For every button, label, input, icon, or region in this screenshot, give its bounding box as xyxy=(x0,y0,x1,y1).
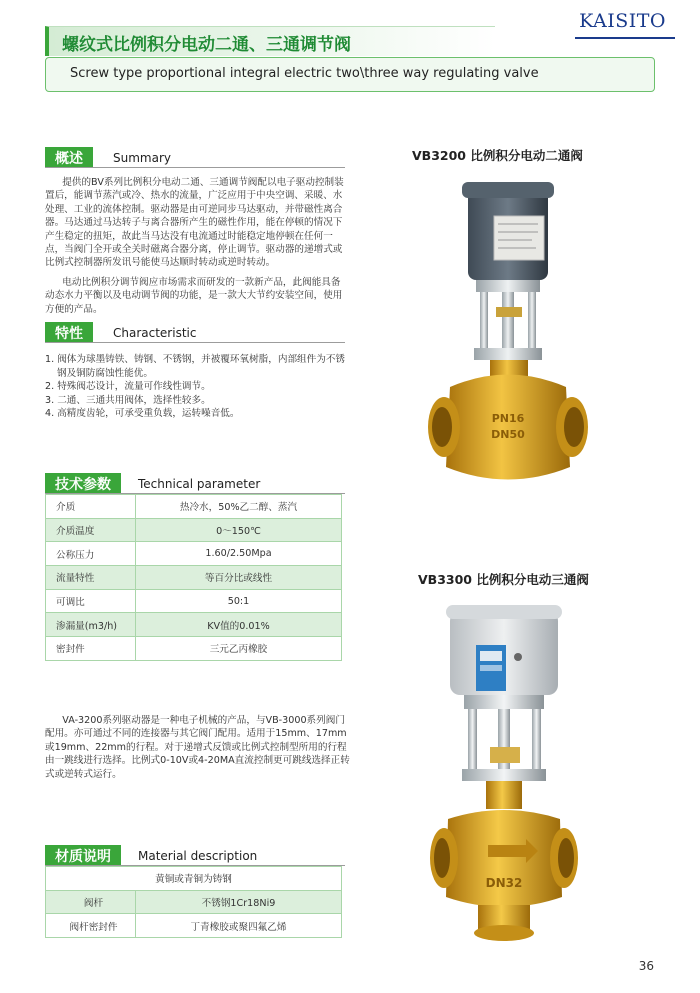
material-table xyxy=(45,866,342,938)
table-row xyxy=(46,890,342,914)
summary-paragraph-1: 提供的BV系列比例积分电动二通、三通调节阀配以电子驱动控制装置后，能调节蒸汽或冷、热水的流量，广泛应用于中央空调、采暖、水处理、工业的流体控制。驱动器是由可逆同步马达驱动，并带磁性离合器。马达通过马达转子与离合器所产生的磁性作用，能在停顿的情况下产生稳定的扭矩，故此当马达没有电流通过时能稳定地停顿在任何一点，当阀门全开或全关时磁离合器分离，停止调节。驱动器的递增式或比例式控制器所发讯号能使马达顺时转动或逆时转动。 xyxy=(45,177,344,269)
table-row xyxy=(46,613,342,637)
param-value: 三元乙丙橡胶 xyxy=(136,637,342,661)
vb3200-title: VB3200 比例积分电动二通阀 xyxy=(412,148,583,163)
param-key: 渗漏量(m3/h) xyxy=(46,613,136,637)
table-row xyxy=(46,589,342,613)
table-row xyxy=(46,867,342,891)
table-row xyxy=(46,542,342,566)
table-row xyxy=(46,637,342,661)
table-row xyxy=(46,566,342,590)
material-key: 阀杆 xyxy=(46,890,136,914)
param-key: 介质 xyxy=(46,495,136,519)
technical-label-en: Technical parameter xyxy=(138,477,261,491)
summary-label-en: Summary xyxy=(113,151,171,165)
table-row xyxy=(46,495,342,519)
summary-underline xyxy=(45,167,345,168)
page-number: 36 xyxy=(638,959,654,973)
vb3200-valve-image xyxy=(420,182,590,497)
table-row xyxy=(46,518,342,542)
vb3300-marking: DN32 xyxy=(485,876,523,890)
characteristic-item: 2. 特殊阀芯设计，流量可作线性调节。 xyxy=(45,381,211,393)
characteristic-list xyxy=(45,353,350,421)
param-key: 流量特性 xyxy=(46,566,136,590)
characteristic-label-en: Characteristic xyxy=(113,326,197,340)
param-key: 可调比 xyxy=(46,589,136,613)
summary-label-cn: 概述 xyxy=(45,147,93,167)
param-value: KV值的0.01% xyxy=(136,613,342,637)
param-value: 等百分比或线性 xyxy=(136,566,342,590)
param-key: 介质温度 xyxy=(46,518,136,542)
param-value: 50:1 xyxy=(136,589,342,613)
technical-table xyxy=(45,494,342,661)
material-label-cn: 材质说明 xyxy=(45,845,121,865)
param-key: 密封件 xyxy=(46,637,136,661)
table-row xyxy=(46,914,342,938)
param-value: 1.60/2.50Mpa xyxy=(136,542,342,566)
material-label-en: Material description xyxy=(138,849,258,863)
page-title-en: Screw type proportional integral electric two\three way regulating valve xyxy=(70,66,539,81)
param-value: 热冷水，50%乙二醇、蒸汽 xyxy=(136,495,342,519)
actuator-description: VA-3200系列驱动器是一种电子机械的产品，与VB-3000系列阀门配用。亦可通过不同的连接器与其它阀门配用。适用于15mm、17mm或19mm、22mm的行程。对于递增式反馈或比例式控制型所用的行程由一跳线进行选择。比例式0-10V或4-20MA直流控制更可跳线选择正转式或逆转式运行。 xyxy=(45,715,350,780)
material-header-cell: 黄铜或青铜为铸钢 xyxy=(46,867,342,891)
summary-paragraph-2: 电动比例积分调节阀应市场需求而研发的一款新产品，此阀能具备动态水力平衡以及电动调节阀的功能，是一款大大节约安装空间，使用方便的产品。 xyxy=(45,277,343,315)
characteristic-underline xyxy=(45,342,345,343)
material-value: 不锈钢1Cr18Ni9 xyxy=(136,890,342,914)
param-value: 0～150℃ xyxy=(136,518,342,542)
param-key: 公称压力 xyxy=(46,542,136,566)
vb3300-valve-image xyxy=(428,605,578,943)
page-title-cn: 螺纹式比例积分电动二通、三通调节阀 xyxy=(62,35,351,55)
material-value: 丁青橡胶或聚四氟乙烯 xyxy=(136,914,342,938)
characteristic-item: 3. 二通、三通共用阀体，选择性较多。 xyxy=(45,394,211,406)
technical-label-cn: 技术参数 xyxy=(45,473,121,493)
vb3300-title: VB3300 比例积分电动三通阀 xyxy=(418,572,589,587)
characteristic-item: 4. 高精度齿轮，可承受重负载，运转噪音低。 xyxy=(45,408,240,420)
characteristic-item: 1. 阀体为球墨铸铁、铸钢、不锈钢，并被覆环氧树脂，内部组件为不锈钢及铜防腐蚀性能优。 xyxy=(45,354,346,379)
vb3200-marking-2: DN50 xyxy=(491,428,525,441)
characteristic-label-cn: 特性 xyxy=(45,322,93,342)
brand-logo-text: KAISITO xyxy=(579,10,666,32)
vb3200-marking-1: PN16 xyxy=(491,412,525,425)
brand-underline xyxy=(575,37,675,39)
material-key: 阀杆密封件 xyxy=(46,914,136,938)
